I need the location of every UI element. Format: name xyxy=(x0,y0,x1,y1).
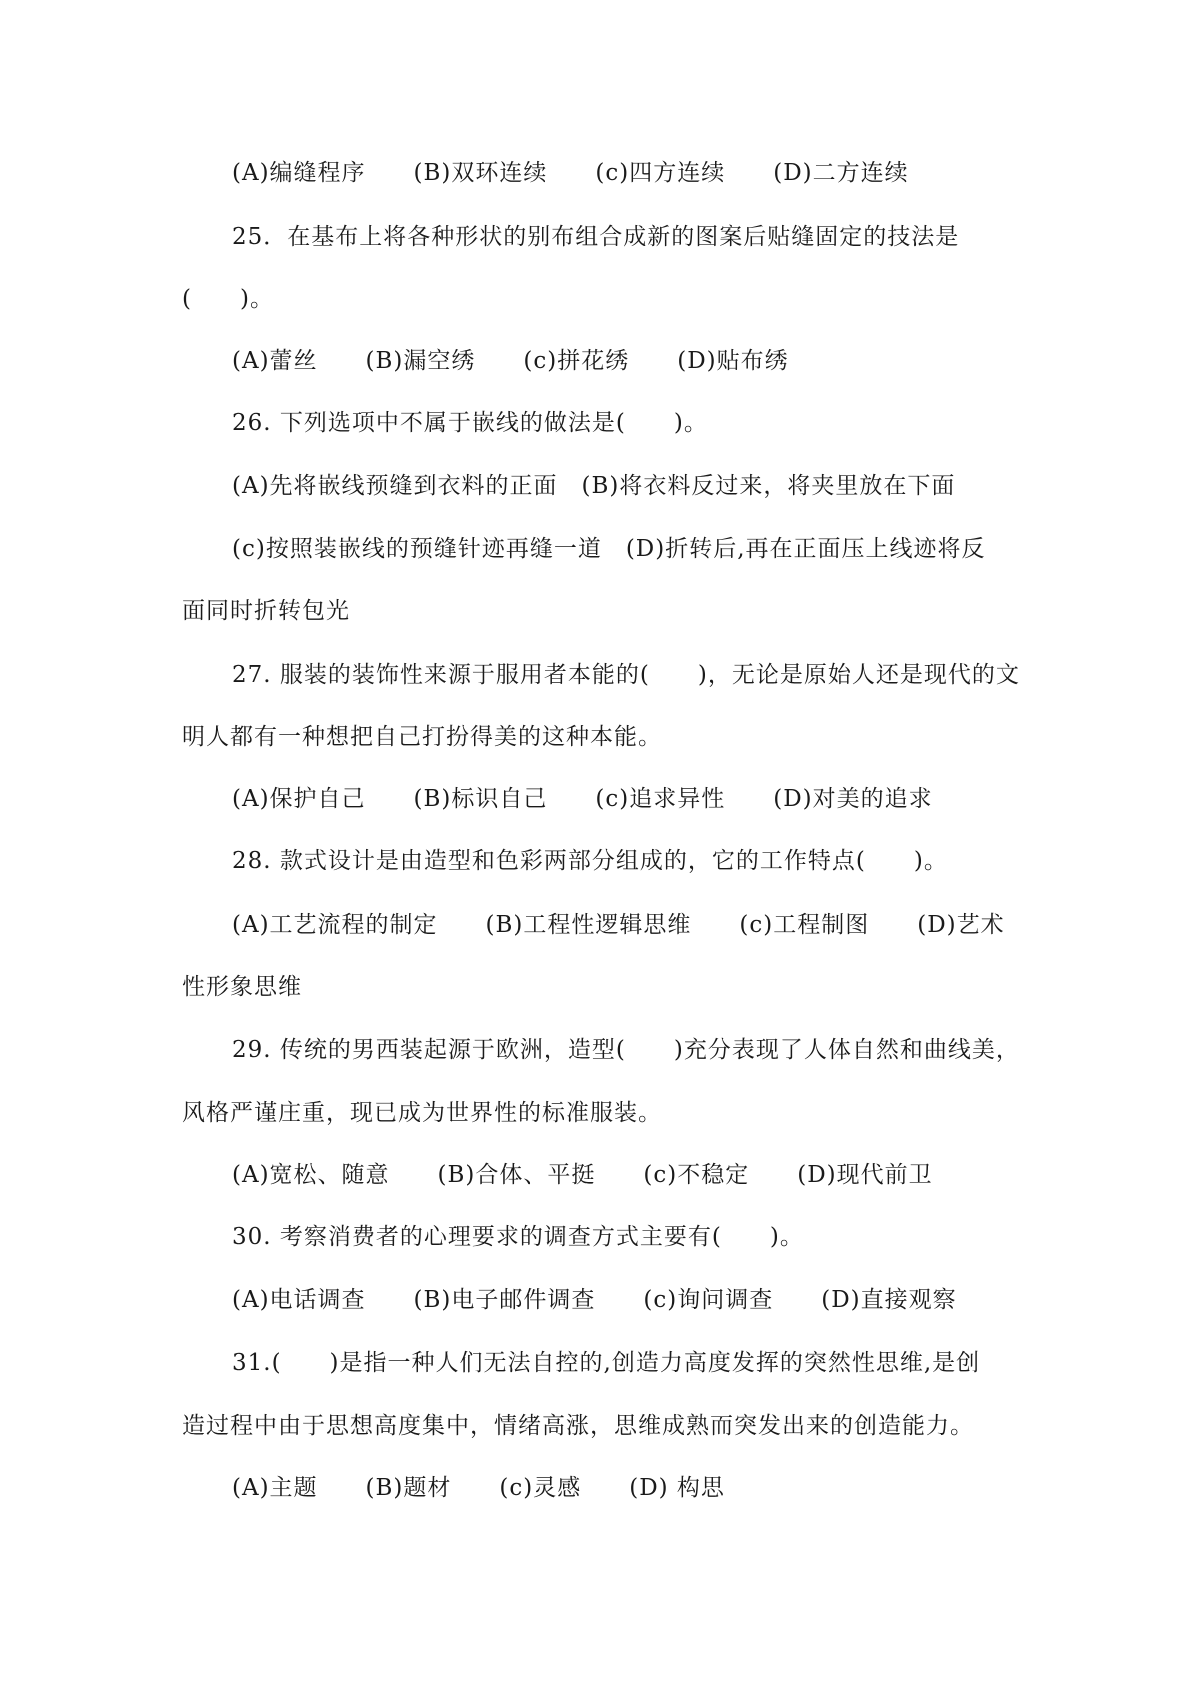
q26-options-line1: (A)先将嵌线预缝到衣料的正面 (B)将衣料反过来，将夹里放在下面 xyxy=(232,473,956,499)
q25-stem-line2: ( )。 xyxy=(182,286,274,312)
q30-stem: 30. 考察消费者的心理要求的调查方式主要有( )。 xyxy=(232,1224,804,1250)
q30-options: (A)电话调查 (B)电子邮件调查 (c)询问调查 (D)直接观察 xyxy=(232,1287,957,1313)
q29-stem-line1: 29. 传统的男西装起源于欧洲，造型( )充分表现了人体自然和曲线美， xyxy=(232,1037,1020,1063)
q31-options: (A)主题 (B)题材 (c)灵感 (D) 构思 xyxy=(232,1475,725,1501)
q24-options: (A)编缝程序 (B)双环连续 (c)四方连续 (D)二方连续 xyxy=(232,160,909,186)
q25-stem-line1: 25．在基布上将各种形状的别布组合成新的图案后贴缝固定的技法是 xyxy=(232,224,960,250)
q28-options-line1: (A)工艺流程的制定 (B)工程性逻辑思维 (c)工程制图 (D)艺术 xyxy=(232,912,1005,938)
q27-stem-line1: 27. 服装的装饰性来源于服用者本能的( )，无论是原始人还是现代的文 xyxy=(232,662,1020,688)
q31-stem-line2: 造过程中由于思想高度集中，情绪高涨，思维成熟而突发出来的创造能力。 xyxy=(182,1413,974,1439)
q27-stem-line2: 明人都有一种想把自己打扮得美的这种本能。 xyxy=(182,724,662,750)
q25-options: (A)蕾丝 (B)漏空绣 (c)拼花绣 (D)贴布绣 xyxy=(232,348,789,374)
q26-stem: 26. 下列选项中不属于嵌线的做法是( )。 xyxy=(232,410,708,436)
q26-options-line2: (c)按照装嵌线的预缝针迹再缝一道 (D)折转后,再在正面压上线迹将反 xyxy=(232,536,986,562)
q29-options: (A)宽松、随意 (B)合体、平挺 (c)不稳定 (D)现代前卫 xyxy=(232,1162,933,1188)
q28-options-line2: 性形象思维 xyxy=(182,974,302,1000)
q31-stem-line1: 31.( )是指一种人们无法自控的,创造力高度发挥的突然性思维,是创 xyxy=(232,1350,981,1376)
q28-stem: 28. 款式设计是由造型和色彩两部分组成的，它的工作特点( )。 xyxy=(232,848,948,874)
q27-options: (A)保护自己 (B)标识自己 (c)追求异性 (D)对美的追求 xyxy=(232,786,933,812)
q29-stem-line2: 风格严谨庄重，现已成为世界性的标准服装。 xyxy=(182,1100,662,1126)
q26-options-line3: 面同时折转包光 xyxy=(182,598,350,624)
